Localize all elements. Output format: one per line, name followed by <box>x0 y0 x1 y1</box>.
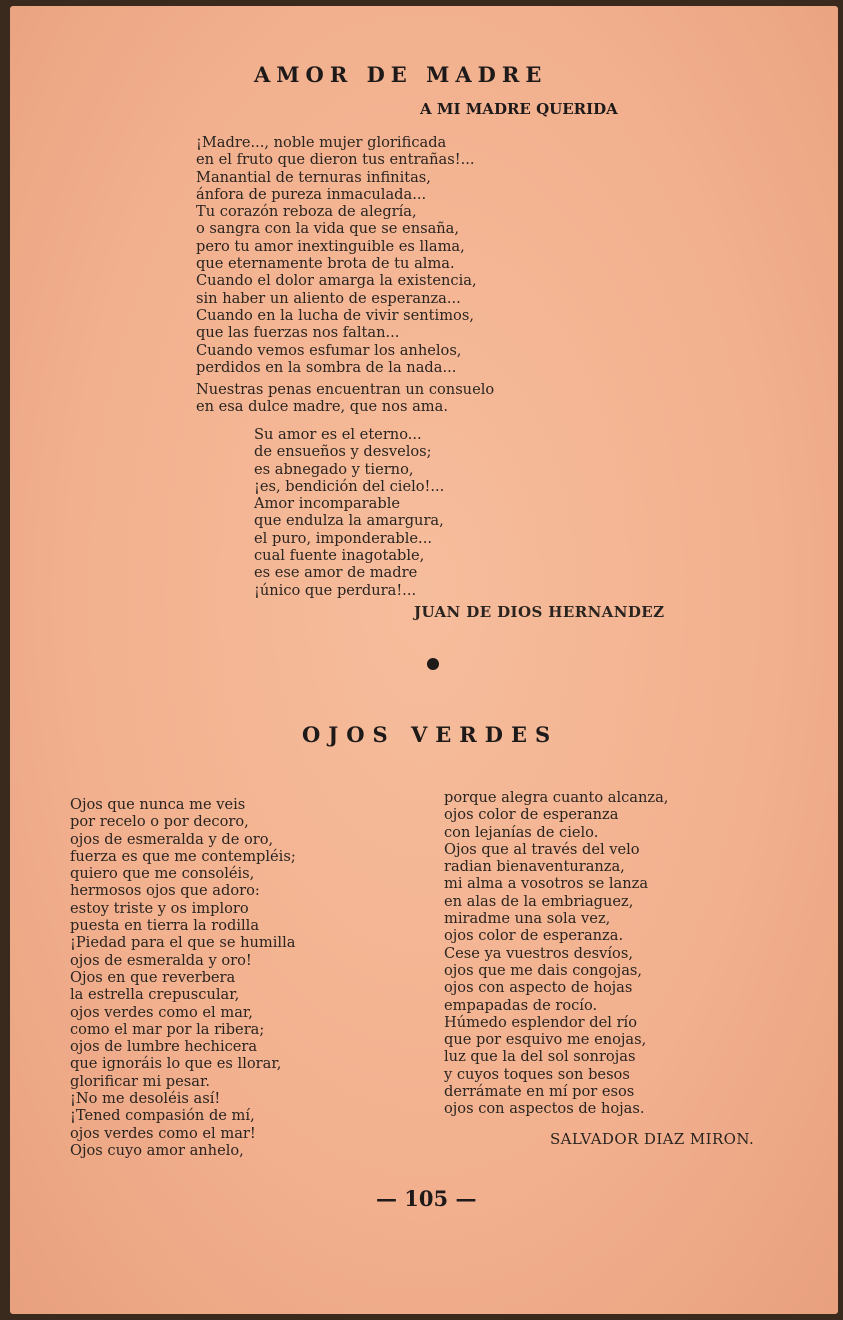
verse-line: que por esquivo me enojas, <box>444 1031 647 1049</box>
verse-line: Húmedo esplendor del río <box>444 1013 637 1031</box>
verse-line: en el fruto que dieron tus entrañas!... <box>196 151 475 169</box>
verse-line: puesta en tierra la rodilla <box>70 917 260 935</box>
verse-line: Nuestras penas encuentran un consuelo <box>196 381 495 398</box>
verse-line: ¡único que perdura!... <box>254 581 417 599</box>
poem1-stanza-3 <box>254 426 444 599</box>
verse-line: ojos de esmeralda y de oro, <box>70 830 274 848</box>
verse-line: radian bienaventuranza, <box>444 858 625 876</box>
verse-line: por recelo o por decoro, <box>70 813 249 831</box>
verse-line: Manantial de ternuras infinitas, <box>196 168 431 186</box>
verse-line: con lejanías de cielo. <box>444 823 599 841</box>
verse-line: como el mar por la ribera; <box>70 1020 265 1038</box>
verse-line: quiero que me consoléis, <box>70 865 255 883</box>
verse-line: Cuando vemos esfumar los anhelos, <box>196 341 462 359</box>
section-bullet-icon <box>427 658 439 670</box>
verse-line: porque alegra cuanto alcanza, <box>444 789 669 806</box>
verse-line: y cuyos toques son besos <box>444 1065 630 1083</box>
poem1-dedication: A MI MADRE QUERIDA <box>420 100 618 118</box>
verse-line: pero tu amor inextinguible es llama, <box>196 237 465 255</box>
verse-line: sin haber un aliento de esperanza... <box>196 289 461 307</box>
poem1-title: AMOR DE MADRE <box>254 62 548 87</box>
verse-line: ánfora de pureza inmaculada... <box>196 185 427 203</box>
verse-line: Ojos en que reverbera <box>70 968 236 986</box>
verse-line: Tu corazón reboza de alegría, <box>196 203 417 221</box>
verse-line: perdidos en la sombra de la nada... <box>196 358 457 376</box>
verse-line: que ignoráis lo que es llorar, <box>70 1055 282 1073</box>
verse-line: ojos de lumbre hechicera <box>70 1038 258 1056</box>
verse-line: fuerza es que me contempléis; <box>70 847 296 865</box>
verse-line: que endulza la amargura, <box>254 512 444 530</box>
verse-line: ¡No me desoléis así! <box>70 1090 221 1108</box>
verse-line: ojos con aspectos de hojas. <box>444 1100 645 1118</box>
verse-line: ojos de esmeralda y oro! <box>70 951 252 969</box>
verse-line: Ojos cuyo amor anhelo, <box>70 1141 244 1159</box>
verse-line: ojos color de esperanza. <box>444 927 624 945</box>
verse-line: ojos color de esperanza <box>444 806 619 824</box>
poem2-author: SALVADOR DIAZ MIRON. <box>550 1130 755 1148</box>
poem1-stanza-1 <box>196 134 477 376</box>
verse-line: luz que la del sol sonrojas <box>444 1048 636 1066</box>
verse-line: hermosos ojos que adoro: <box>70 882 260 900</box>
verse-line: el puro, imponderable... <box>254 529 432 547</box>
verse-line: que las fuerzas nos faltan... <box>196 324 400 342</box>
verse-line: mi alma a vosotros se lanza <box>444 875 649 893</box>
poem2-column-1 <box>70 796 296 1159</box>
verse-line: glorificar mi pesar. <box>70 1072 210 1090</box>
verse-line: cual fuente inagotable, <box>254 547 425 565</box>
verse-line: la estrella crepuscular, <box>70 986 240 1004</box>
verse-line: ojos verdes como el mar! <box>70 1124 256 1142</box>
verse-line: Amor incomparable <box>254 495 401 513</box>
poem2-title: OJOS VERDES <box>302 722 559 747</box>
verse-line: estoy triste y os imploro <box>70 899 249 917</box>
verse-line: Cuando en la lucha de vivir sentimos, <box>196 306 474 324</box>
book-page <box>10 6 838 1314</box>
verse-line: ¡Madre..., noble mujer glorificada <box>196 134 447 151</box>
verse-line: Cese ya vuestros desvíos, <box>444 944 633 962</box>
verse-line: ¡Tened compasión de mí, <box>70 1107 255 1125</box>
verse-line: Ojos que al través del velo <box>444 840 640 858</box>
verse-line: Su amor es el eterno... <box>254 426 422 443</box>
verse-line: ¡es, bendición del cielo!... <box>254 477 445 495</box>
poem1-author: JUAN DE DIOS HERNANDEZ <box>414 603 665 621</box>
verse-line: Cuando el dolor amarga la existencia, <box>196 272 477 290</box>
poem1-stanza-2 <box>196 381 494 416</box>
verse-line: es abnegado y tierno, <box>254 460 414 478</box>
verse-line: de ensueños y desvelos; <box>254 443 432 461</box>
verse-line: es ese amor de madre <box>254 564 418 582</box>
verse-line: que eternamente brota de tu alma. <box>196 255 455 273</box>
verse-line: o sangra con la vida que se ensaña, <box>196 220 460 238</box>
page-number: — 105 — <box>376 1186 477 1211</box>
verse-line: miradme una sola vez, <box>444 910 611 928</box>
verse-line: ojos verdes como el mar, <box>70 1003 253 1021</box>
verse-line: Ojos que nunca me veis <box>70 796 246 813</box>
verse-line: empapadas de rocío. <box>444 996 598 1014</box>
verse-line: en esa dulce madre, que nos ama. <box>196 398 448 416</box>
verse-line: ojos que me dais congojas, <box>444 961 643 979</box>
verse-line: ojos con aspecto de hojas <box>444 979 633 997</box>
verse-line: ¡Piedad para el que se humilla <box>70 934 296 952</box>
poem2-column-2 <box>444 789 668 1118</box>
verse-line: derrámate en mí por esos <box>444 1083 635 1101</box>
verse-line: en alas de la embriaguez, <box>444 892 634 910</box>
